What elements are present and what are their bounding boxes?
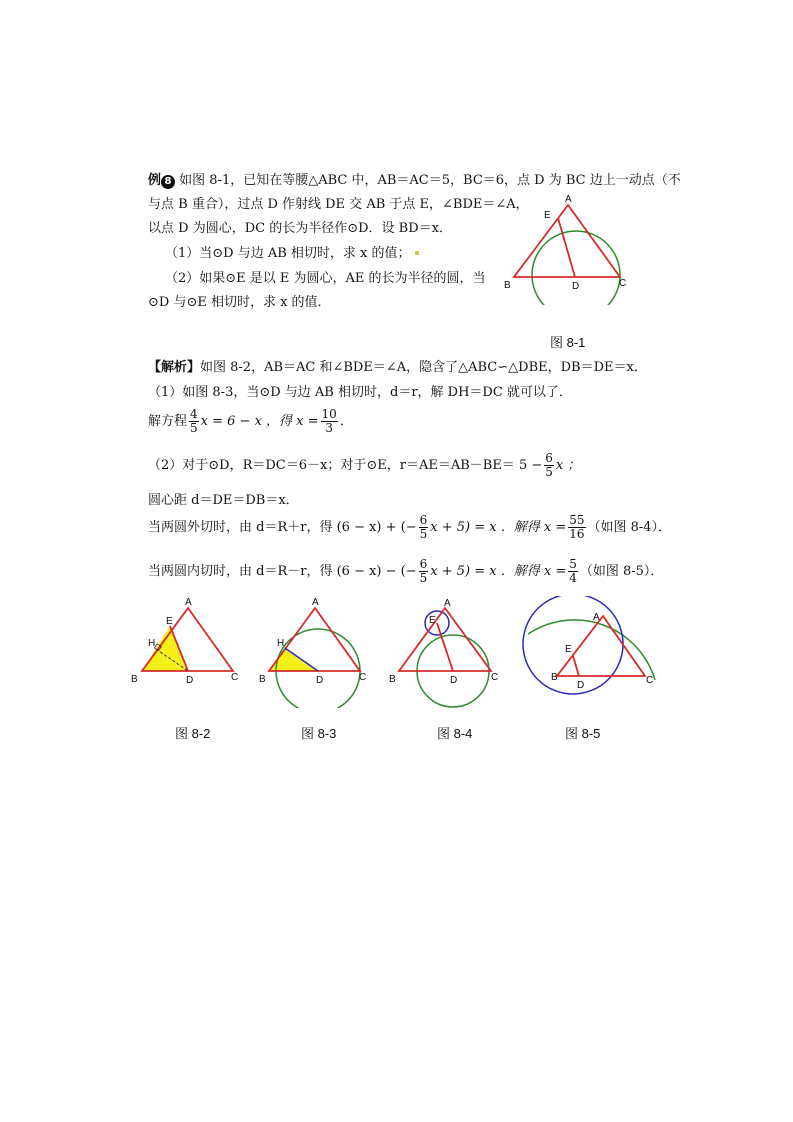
label-d: D: [572, 281, 580, 292]
s5-result: [568, 558, 578, 585]
figure-8-1: [498, 190, 638, 305]
label-d: D: [450, 675, 458, 686]
label-h: H: [148, 638, 156, 649]
caption-8-5: 图 8-5: [565, 726, 601, 741]
s5-end: （如图 8-5）．: [579, 564, 664, 579]
eq1-frac-den: 5: [190, 421, 198, 435]
eq1-res-den: 3: [325, 421, 333, 435]
question-2a: （2）如果⊙E 是以 E 为圆心，AE 的长为半径的圆，当: [165, 271, 486, 286]
label-c: C: [231, 672, 239, 683]
eq1-res-num: 10: [321, 407, 337, 421]
circle-d: [532, 231, 620, 305]
s2-frac-den: 5: [545, 465, 553, 479]
eq1-frac-num: 4: [190, 407, 198, 421]
question-1: [165, 245, 419, 263]
problem-line-2: 与点 B 重合），过点 D 作射线 DE 交 AB 于点 E，∠BDE＝∠A，: [148, 197, 529, 212]
eq1-mid: x = 6 − x ，得 x =: [200, 414, 319, 429]
label-h: H: [277, 638, 285, 649]
s4-fraction: [419, 514, 429, 541]
segment-de: [558, 218, 575, 277]
solution-line-5: [148, 556, 663, 588]
triangle-abc: [399, 608, 491, 671]
label-c: C: [491, 672, 499, 683]
solution-line-1: （1）如图 8-3，当⊙D 与边 AB 相切时，d＝r，解 DH＝DC 就可以了．: [148, 385, 572, 400]
s2-pre: （2）对于⊙D，R＝DC＝6－x；对于⊙E，r＝AE＝AB－BE＝ 5 −: [148, 458, 543, 473]
s2-end: x ；: [555, 458, 581, 473]
s4-end: （如图 8-4）．: [587, 520, 672, 535]
solution-text-0: 如图 8-2，AB＝AC 和∠BDE＝∠A，隐含了△ABC∽△DBE，DB＝DE＝x．: [200, 360, 647, 375]
label-a: A: [593, 612, 600, 623]
label-d: D: [316, 675, 324, 686]
problem-text-1: 如图 8-1，已知在等腰△ABC 中，AB＝AC＝5，BC＝6，点 D 为 BC 边上一动点（不: [179, 173, 681, 188]
s4-res-den: 16: [569, 527, 585, 541]
solution-line-0: [148, 359, 647, 377]
caption-8-4: 图 8-4: [437, 726, 473, 741]
s5-frac-den: 5: [419, 571, 428, 585]
label-e: E: [544, 210, 551, 221]
marker-dot: [415, 251, 419, 255]
problem-line-1: [148, 172, 681, 190]
caption-8-2: 图 8-2: [175, 726, 211, 741]
label-a: A: [185, 597, 192, 608]
s5-fraction: [419, 558, 429, 585]
label-b: B: [259, 674, 266, 685]
s4-frac-num: 6: [419, 513, 428, 527]
label-d: D: [186, 675, 194, 686]
s4-frac-den: 5: [419, 527, 428, 541]
label-c: C: [646, 675, 654, 686]
s4-mid: x + 5) = x ．解得 x =: [430, 520, 567, 535]
label-a: A: [312, 597, 319, 608]
question-1-text: （1）当⊙D 与边 AB 相切时，求 x 的值；: [165, 246, 411, 261]
solution-head: 【解析】: [148, 360, 201, 375]
eq1-fraction: [189, 408, 199, 435]
circle-d-arc: [528, 620, 655, 680]
label-b: B: [551, 672, 558, 683]
label-a: A: [565, 194, 572, 205]
segment-de: [437, 623, 453, 671]
label-b: B: [131, 674, 138, 685]
label-b: B: [504, 280, 511, 291]
caption-8-3: 图 8-3: [301, 726, 337, 741]
s5-res-den: 4: [569, 571, 577, 585]
solution-line-2: [148, 452, 580, 480]
label-e: E: [429, 615, 436, 626]
solution-line-3: 圆心距 d＝DE＝DB＝x．: [148, 493, 299, 508]
question-2b: ⊙D 与⊙E 相切时，求 x 的值．: [148, 295, 331, 310]
eq1-end: ．: [339, 414, 353, 429]
label-a: A: [444, 598, 451, 609]
s2-fraction: [544, 452, 554, 479]
segment-de: [573, 656, 579, 676]
problem-line-3: 以点 D 为圆心，DC 的长为半径作⊙D．设 BD＝x．: [148, 221, 452, 236]
figure-8-5: [515, 596, 680, 711]
solution-eq-1: [148, 408, 353, 436]
example-label: 例: [148, 173, 162, 188]
label-c: C: [619, 278, 627, 289]
solution-line-4: [148, 512, 671, 544]
example-number-badge: 8: [161, 175, 175, 189]
circle-e: [523, 596, 623, 694]
s5-res-num: 5: [569, 557, 577, 571]
eq1-result: [321, 408, 338, 435]
s2-frac-num: 6: [545, 451, 553, 465]
s5-frac-num: 6: [419, 557, 428, 571]
s5-pre: 当两圆内切时，由 d＝R－r，得 (6 − x) − (−: [148, 564, 417, 579]
figure-8-4: [385, 596, 505, 708]
label-d: D: [577, 680, 585, 691]
label-c: C: [359, 672, 367, 683]
label-b: B: [389, 674, 396, 685]
s4-res-num: 55: [569, 513, 585, 527]
figure-8-3: [255, 596, 375, 708]
label-e: E: [565, 644, 572, 655]
caption-8-1: 图 8-1: [550, 335, 586, 350]
s4-pre: 当两圆外切时，由 d＝R＋r，得 (6 − x) + (−: [148, 520, 417, 535]
eq1-pre: 解方程: [148, 414, 188, 429]
figure-8-2: [128, 596, 243, 691]
label-e: E: [166, 616, 173, 627]
s4-result: [568, 514, 585, 541]
s5-mid: x + 5) = x ．解得 x =: [430, 564, 567, 579]
